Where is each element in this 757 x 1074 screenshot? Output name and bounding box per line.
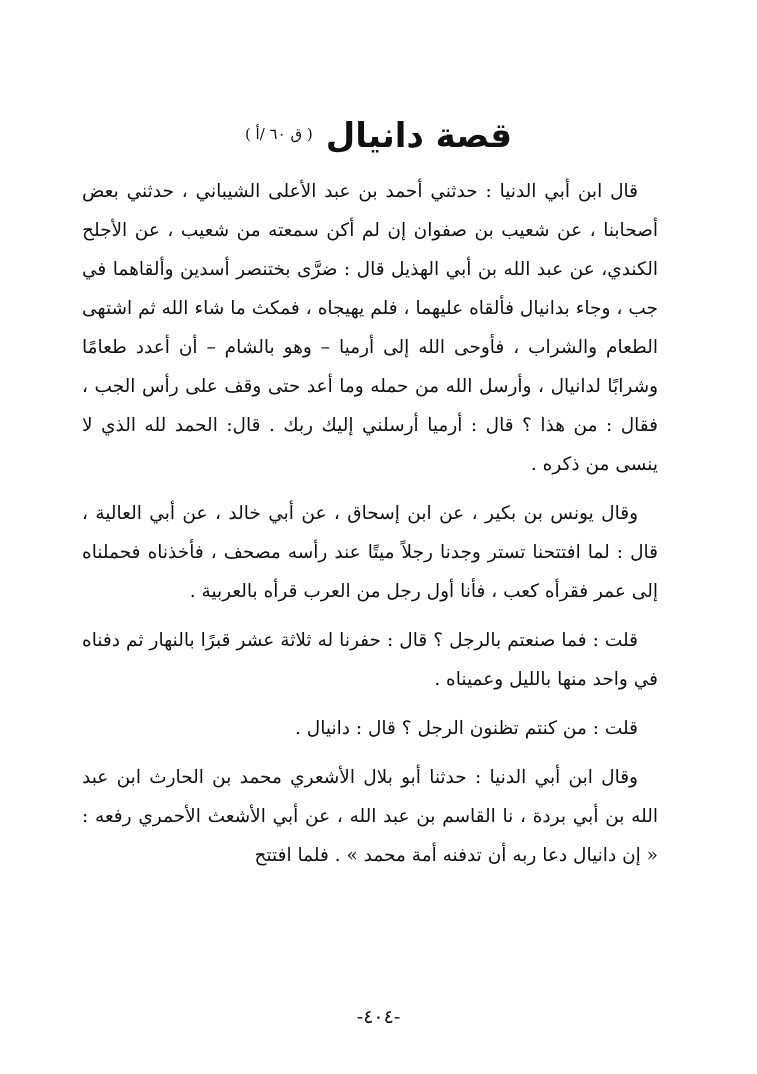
chapter-title: قصة دانيال [325, 116, 513, 156]
chapter-heading [0, 112, 757, 164]
page-number: -٤٠٤- [356, 1006, 401, 1028]
manuscript-folio-reference: ( ق ٦٠ /أ ) [244, 125, 313, 143]
paragraph-2: وقال يونس بن بكير ، عن ابن إسحاق ، عن أبي خالد ، عن أبي العالية ، قال : لما افتتحنا تستر وجدنا رجلاً ميتًا عند رأسه مصحف ، فأخذناه فحملناه إلى عمر فقرأه كعب ، فأنا أول رجل من العرب قرأه بالعربية . [82, 503, 658, 602]
paragraph-1: قال ابن أبي الدنيا : حدثني أحمد بن عبد الأعلى الشيباني ، حدثني بعض أصحابنا ، عن شعيب بن صفوان إن لم أكن سمعته من شعيب ، عن الأجلح الكندي، عن عبد الله بن أبي الهذيل قال : ضرَّى بختنصر أسدين وألقاهما في جب ، وجاء بدانيال فألقاه عليهما ، فلم يهيجاه ، فمكث ما شاء الله ثم اشتهى الطعام والشراب ، فأوحى الله إلى أرميا – وهو بالشام – أن أعدد طعامًا وشرابًا لدانيال ، وأرسل الله من حمله وما أعد حتى وقف على رأس الجب ، فقال : من هذا ؟ قال : أرميا أرسلني إليك ربك . قال: الحمد لله الذي لا ينسى من ذكره . [82, 181, 658, 475]
paragraph-3: قلت : فما صنعتم بالرجل ؟ قال : حفرنا له ثلاثة عشر قبرًا بالنهار ثم دفناه في واحد منها بالليل وعميناه . [82, 630, 658, 690]
paragraph-4: قلت : من كنتم تظنون الرجل ؟ قال : دانيال . [295, 718, 638, 739]
body-text [82, 172, 658, 885]
paragraph-5: وقال ابن أبي الدنيا : حدثنا أبو بلال الأشعري محمد بن الحارث ابن عبد الله بن أبي بردة ، نا القاسم بن عبد الله ، عن أبي الأشعث الأحمري رفعه : « إن دانيال دعا ربه أن تدفنه أمة محمد » . فلما افتتح [82, 767, 658, 866]
